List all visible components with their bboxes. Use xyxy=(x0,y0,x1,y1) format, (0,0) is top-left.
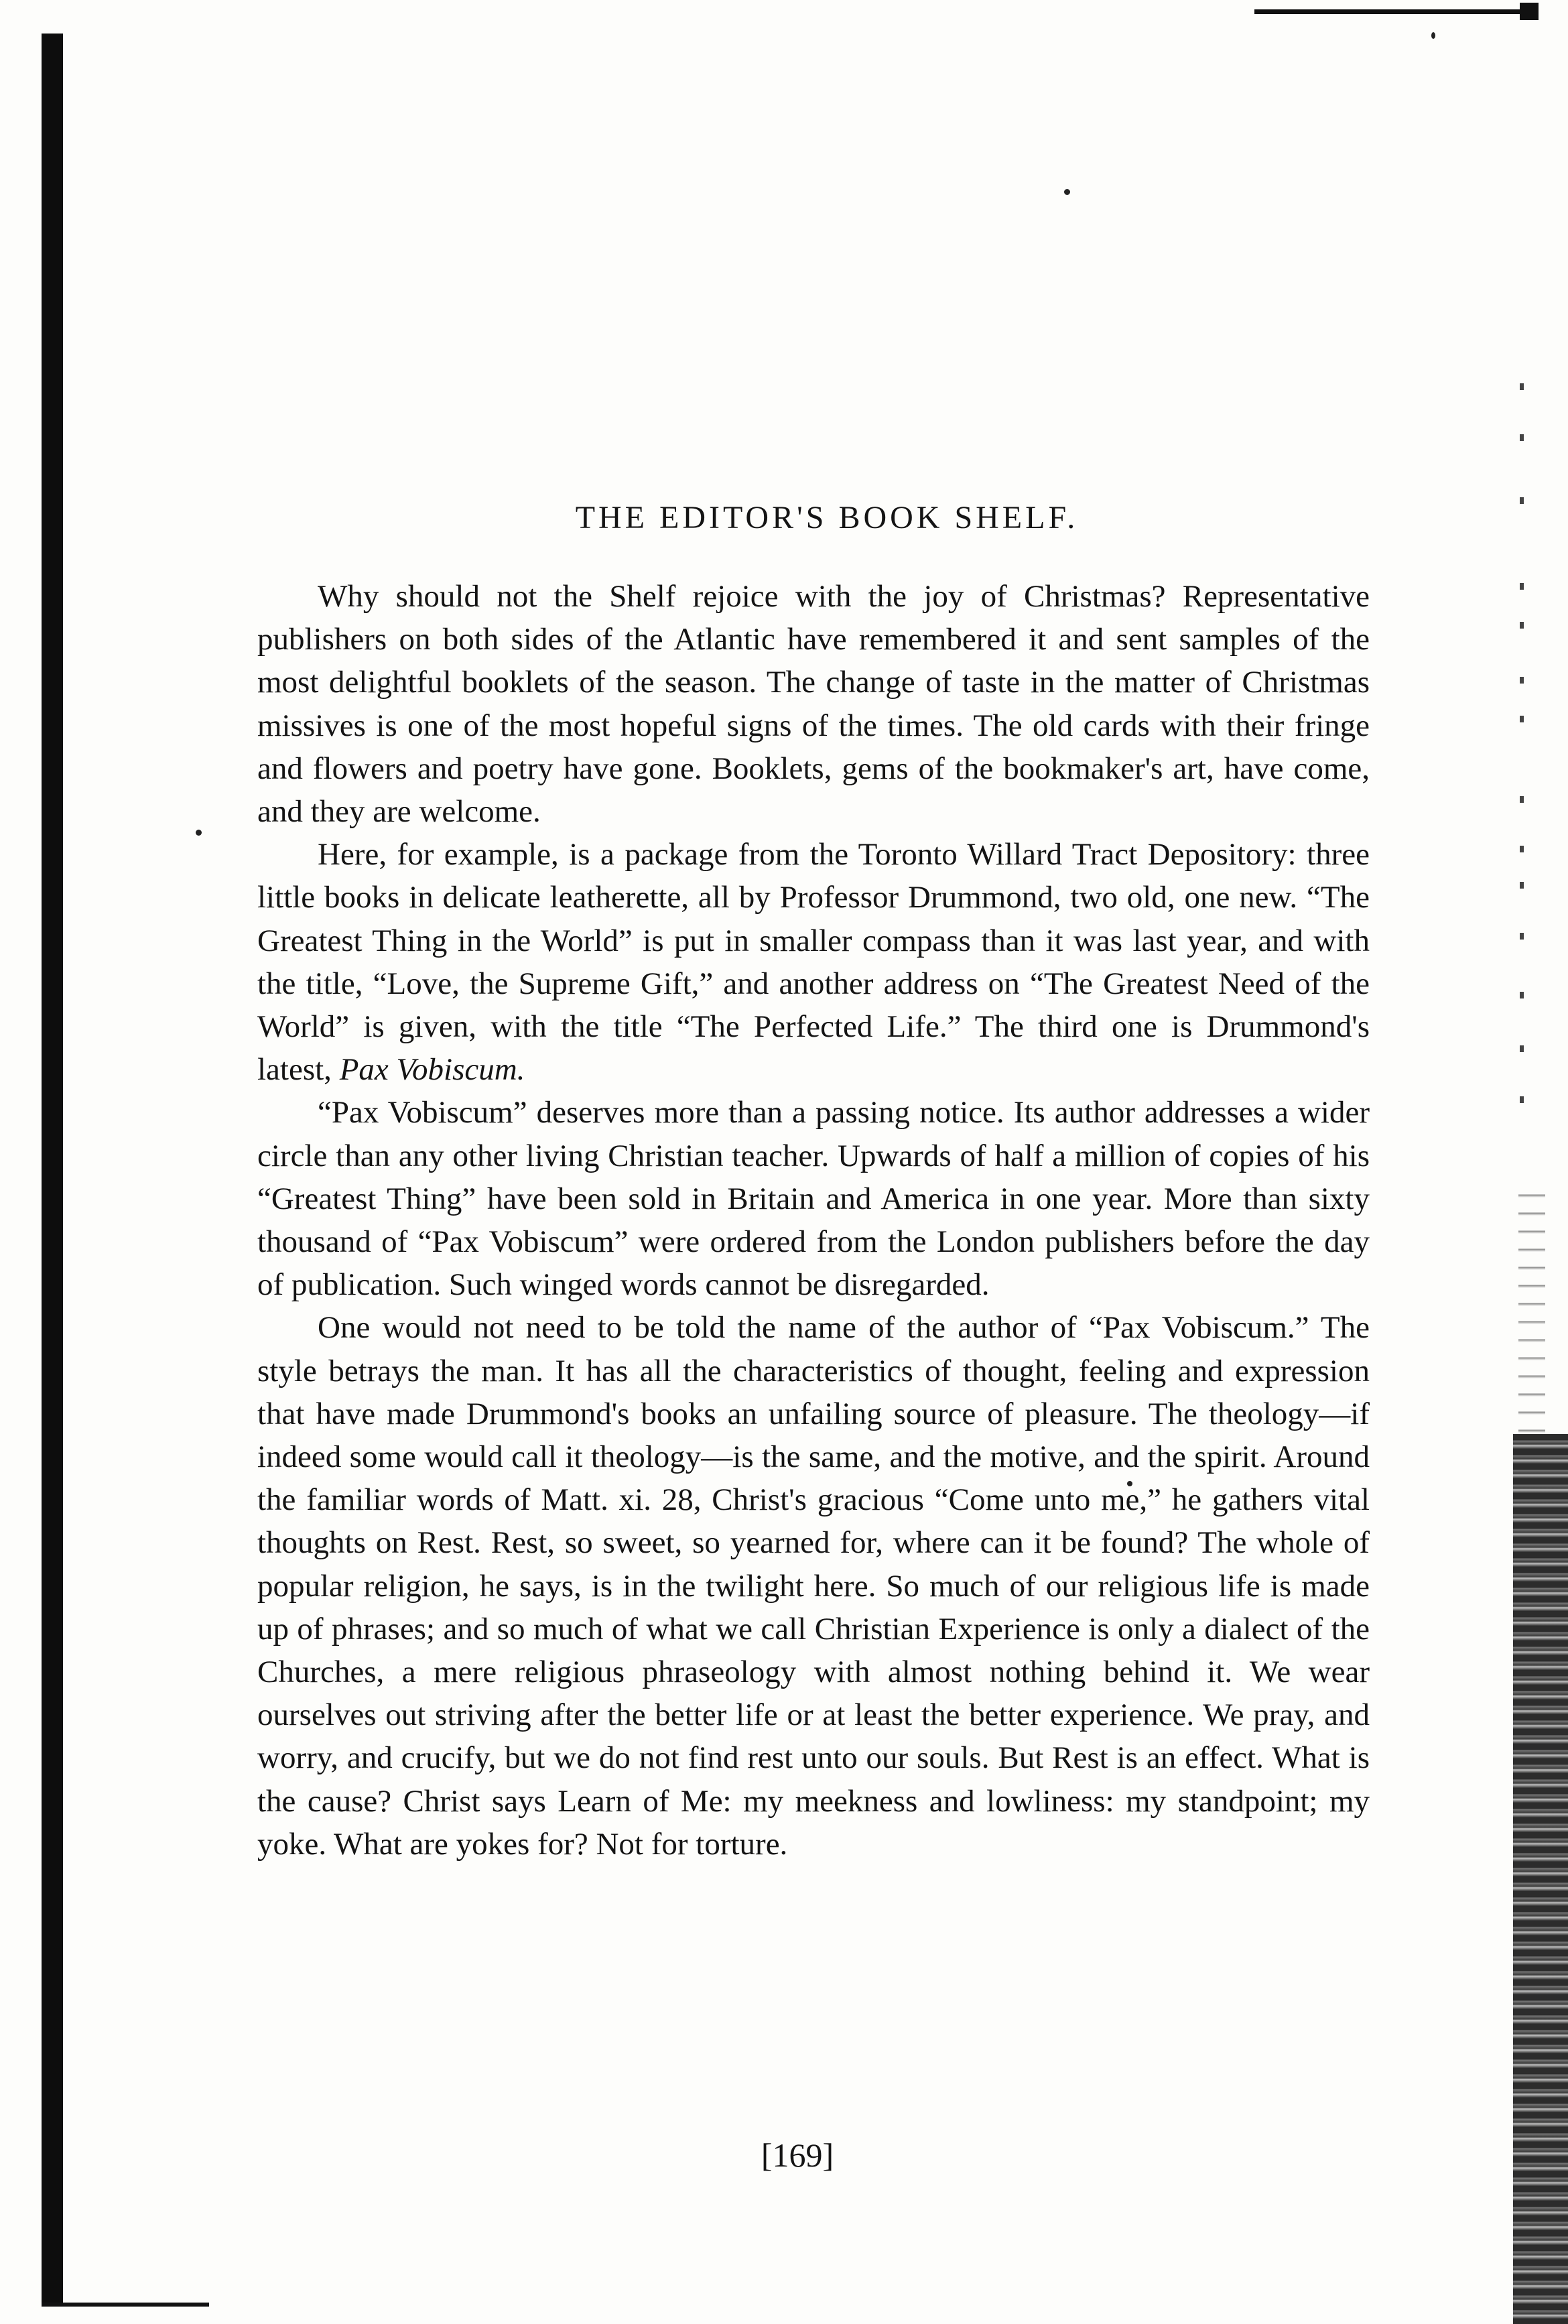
scan-edge-mark xyxy=(1520,383,1524,390)
scan-speck xyxy=(1064,189,1070,195)
scan-top-rule xyxy=(1254,9,1536,14)
page-title: THE EDITOR'S BOOK SHELF. xyxy=(575,500,1079,535)
scan-edge-mark xyxy=(1520,622,1524,629)
scan-edge-mark xyxy=(1520,796,1524,803)
text-column xyxy=(257,495,1370,1866)
scan-edge-mark xyxy=(1520,933,1524,940)
scan-edge-mark xyxy=(1520,434,1524,441)
scan-speck xyxy=(1431,32,1435,39)
paragraph-3-text: “Pax Vobiscum” deserves more than a passing notice. Its author addresses a wider circle than any other living Christian teacher. Upwards of half a million of copies of his “Greatest Thing” have been sold in Britain and America in one year. More than sixty thousand of “Pax Vobiscum” were ordered from the London publishers before the day of publication. Such winged words cannot be disregarded. xyxy=(257,1095,1370,1303)
scan-right-edge-noise xyxy=(1518,1179,1545,1434)
paragraph-4-text: One would not need to be told the name of the author of “Pax Vobiscum.” The style betrays the man. It has all the characteristics of thought, feeling and expression that have made Drummond's books an unfailing source of pleasure. The theology—if indeed some would call it theology—is the same, and the motive, and the spirit. Around the familiar words of Matt. xi. 28, Christ's gracious “Come unto me,” he gathers vital thoughts on Rest. Rest, so sweet, so yearned for, where can it be found? The whole of popular religion, he says, is in the twilight here. So much of our religious life is made up of phrases; and so much of what we call Christian Experience is only a dialect of the Churches, a mere religious phraseology with almost nothing behind it. We wear ourselves out striving after the better life or at least the better experience. We pray, and worry, and crucify, but we do not find rest unto our souls. But Rest is an effect. What is the cause? Christ says Learn of Me: my meekness and lowliness: my standpoint; my yoke. What are yokes for? Not for torture. xyxy=(257,1310,1370,1862)
page-number: [169] xyxy=(761,2136,834,2174)
scan-left-foot-rule xyxy=(42,2303,209,2307)
paragraph-3 xyxy=(257,1091,1370,1306)
scan-right-edge-shadow xyxy=(1513,1434,1568,2324)
scan-edge-mark xyxy=(1520,992,1524,998)
scan-edge-mark xyxy=(1520,583,1524,590)
paragraph-2-text: Here, for example, is a package from the Toronto Willard Tract Depository: three little books in delicate leatherette, all by Professor Drummond, two old, one new. “The Greatest Thing in the World” is put in smaller compass than it was last year, and with the title, “Love, the Supreme Gift,” and another address on “The Greatest Need of the World” is given, with the title “The Perfected Life.” The third one is Drummond's latest, xyxy=(257,837,1370,1088)
scan-speck xyxy=(196,830,202,836)
scan-edge-mark xyxy=(1520,677,1524,684)
scan-edge-mark xyxy=(1520,716,1524,722)
scan-edge-mark xyxy=(1520,497,1524,504)
scan-edge-mark xyxy=(1520,846,1524,852)
paragraph-2 xyxy=(257,833,1370,1091)
scan-left-binding-shadow xyxy=(42,34,63,2305)
paragraph-1-text: Why should not the Shelf rejoice with the joy of Christmas? Representative publishers on both sides of the Atlantic have remembered it and sent samples of the most delightful booklets of the season. The change of taste in the matter of Christmas missives is one of the most hopeful signs of the times. The old cards with their fringe and flowers and poetry have gone. Booklets, gems of the bookmaker's art, have come, and they are welcome. xyxy=(257,579,1370,830)
paragraph-4 xyxy=(257,1306,1370,1866)
book-title-pax-vobiscum: Pax Vobiscum. xyxy=(339,1052,525,1088)
scan-edge-mark xyxy=(1520,882,1524,889)
paragraph-1 xyxy=(257,575,1370,833)
scan-top-rule-end xyxy=(1520,3,1539,20)
scan-edge-mark xyxy=(1520,1045,1524,1052)
scan-edge-mark xyxy=(1520,1096,1524,1103)
